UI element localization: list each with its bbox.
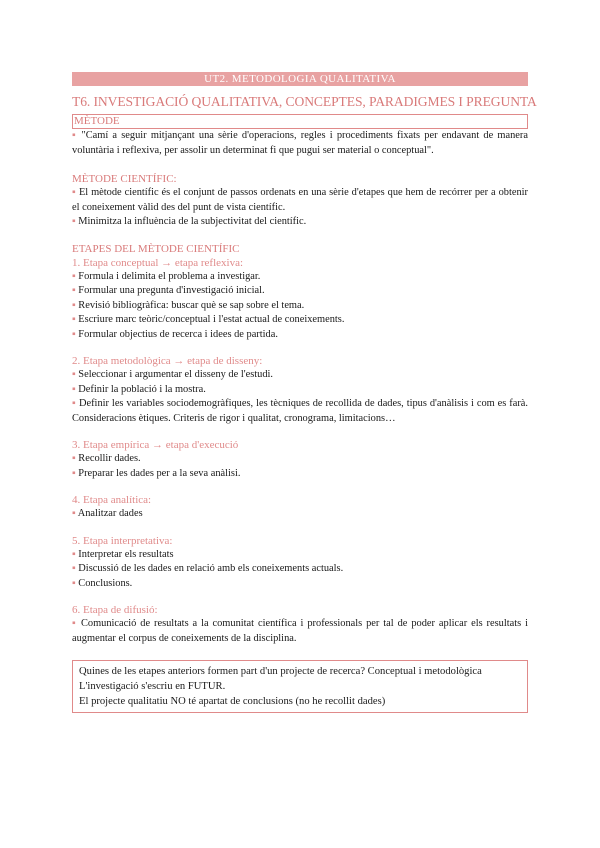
question-line: El projecte qualitatiu NO té apartat de conclusions (no he recollit dades) [79, 696, 386, 707]
bullet-icon: ▪ [72, 314, 76, 325]
bullet-icon: ▪ [72, 453, 76, 464]
bullet-icon: ▪ [72, 369, 76, 380]
stage-title: 2. Etapa metodològica → etapa de disseny: [72, 355, 263, 367]
bullet-icon: ▪ [72, 270, 76, 282]
list-item: ▪ Interpretar els resultats [72, 548, 174, 560]
list-item: ▪ Seleccionar i argumentar el disseny de l'estudi. [72, 369, 274, 380]
bullet-icon: ▪ [72, 563, 76, 574]
etapes-heading: ETAPES DEL MÈTODE CIENTÍFIC [72, 242, 240, 255]
bullet-icon: ▪ [72, 216, 76, 227]
list-item: ▪ Definir la població i la mostra. [72, 383, 206, 395]
stage-title: 4. Etapa analítica: [72, 494, 152, 506]
stage-title: 5. Etapa interpretativa: [72, 534, 173, 547]
document-page [72, 72, 537, 713]
bullet-icon: ▪ [72, 398, 77, 409]
list-item: ▪ Revisió bibliogràfica: buscar què se sap sobre el tema. [72, 299, 305, 311]
metode-cientific-heading: MÈTODE CIENTÍFIC: [72, 173, 177, 185]
list-item: ▪ Escriure marc teòric/conceptual i l'estat actual de coneixements. [72, 314, 345, 325]
unit-banner: UT2. METODOLOGIA QUALITATIVA [72, 72, 528, 86]
stage-title: 6. Etapa de difusió: [72, 604, 158, 616]
list-item: ▪ Minimitza la influència de la subjectivitat del científic. [72, 216, 307, 227]
bullet-icon: ▪ [72, 508, 76, 519]
stage-title: 1. Etapa conceptual → etapa reflexiva: [72, 256, 244, 269]
list-item: ▪ Formular objectius de recerca i idees de partida. [72, 328, 278, 340]
list-item: ▪ Conclusions. [72, 577, 133, 589]
list-item: ▪ Analitzar dades [72, 508, 143, 519]
question-box [72, 660, 528, 713]
list-item: ▪ Comunicació de resultats a la comunitat científica i professionals per tal de poder aplicar els resultats i augmentar el corpus de coneixements de la disciplina. [72, 618, 528, 644]
question-line: Quines de les etapes anteriors formen part d'un projecte de recerca? Conceptual i metodològica [79, 666, 482, 677]
list-item: ▪ Preparar les dades per a la seva anàlisi. [72, 467, 241, 479]
bullet-icon: ▪ [72, 285, 76, 296]
bullet-icon: ▪ [72, 187, 77, 198]
list-item: ▪ Definir les variables sociodemogràfiques, les tècniques de recollida de dades, tipus d'anàlisis i com es farà. Consideracions ètiques. Criteris de rigor i qualitat, cronograma, limitacions… [72, 398, 529, 424]
list-item: ▪ "Camí a seguir mitjançant una sèrie d'operacions, regles i procediments fixats per endavant de manera voluntària i reflexiva, per assolir un determinat fi que pugui ser material o conceptual". [72, 130, 528, 156]
list-item: ▪ Discussió de les dades en relació amb els coneixements actuals. [72, 563, 344, 574]
bullet-icon: ▪ [72, 577, 76, 589]
bullet-icon: ▪ [72, 130, 78, 141]
list-item: ▪ Formular una pregunta d'investigació inicial. [72, 285, 265, 296]
bullet-icon: ▪ [72, 618, 78, 629]
stage-title: 3. Etapa empírica → etapa d'execució [72, 439, 239, 451]
metode-heading: MÈTODE [72, 114, 528, 129]
list-item: ▪ Formula i delimita el problema a investigar. [72, 270, 261, 282]
list-item: ▪ Recollir dades. [72, 453, 141, 464]
bullet-icon: ▪ [72, 328, 76, 340]
bullet-icon: ▪ [72, 548, 76, 560]
question-line: L'investigació s'escriu en FUTUR. [79, 681, 226, 692]
bullet-icon: ▪ [72, 467, 76, 479]
document-title: T6. INVESTIGACIÓ QUALITATIVA, CONCEPTES, PARADIGMES I PREGUNTA [72, 94, 537, 109]
bullet-icon: ▪ [72, 383, 76, 395]
bullet-icon: ▪ [72, 299, 76, 311]
list-item: ▪ El mètode científic és el conjunt de passos ordenats en una sèrie d'etapes que hem de recórrer per a obtenir el coneixement vàlid des del punt de vista científic. [72, 187, 528, 213]
